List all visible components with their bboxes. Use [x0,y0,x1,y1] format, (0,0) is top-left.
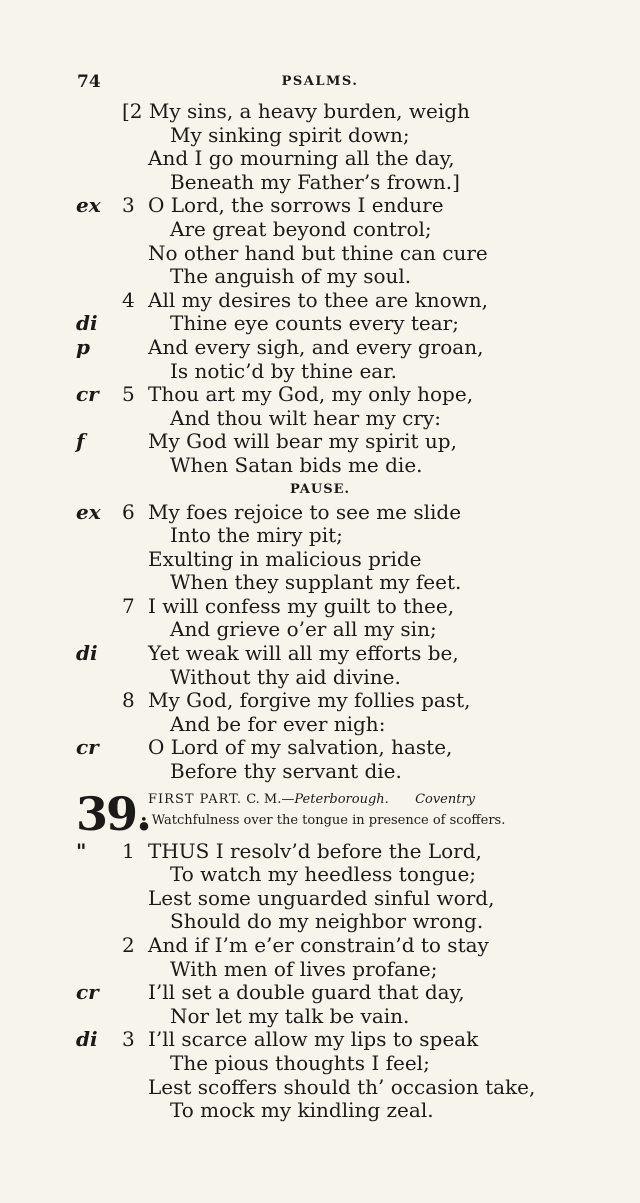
verse-text: O Lord of my salvation, haste, [148,735,453,760]
hymn-tune-2: Coventry [415,791,476,807]
verse-line [0,595,640,619]
verse-line [0,383,640,407]
verse-line [0,524,640,548]
verse-line [0,100,640,124]
verse-line [0,242,640,266]
verse-text: I will confess my guilt to thee, [148,593,455,618]
verse-line [0,454,640,478]
verse-line [0,430,640,454]
page-number: 74 [77,72,101,92]
verse-text: When they supplant my feet. [170,570,462,595]
verse-line [0,1005,640,1029]
dynamic-marking: di [76,641,98,666]
verse-line [0,336,640,360]
verse-text: When Satan bids me die. [170,452,423,477]
verse-text: Beneath my Father’s frown.] [170,169,460,194]
dynamic-marking: cr [76,382,99,407]
verse-number: 4 [122,287,135,312]
verse-text: The pious thoughts I feel; [170,1050,430,1075]
hymn-part: FIRST PART. [148,791,243,807]
verse-text: My sinking spirit down; [170,122,410,147]
verse-line [0,147,640,171]
dynamic-marking: " [76,838,87,863]
verse-text: To mock my kindling zeal. [170,1098,434,1123]
verse-line [0,1099,640,1123]
verse-text: And every sigh, and every groan, [148,334,484,359]
verse-text: Exulting in malicious pride [148,546,422,571]
dynamic-marking: di [76,1027,98,1052]
verse-line [0,689,640,713]
pause-label: PAUSE. [289,481,351,497]
verse-number: 6 [122,499,135,524]
psalm-section-3 [0,840,640,1123]
verse-number: 7 [122,593,135,618]
verse-line [0,289,640,313]
hymn-meta [148,792,475,807]
verse-text: Lest scoffers should th’ occasion take, [148,1074,536,1099]
verse-text: I’ll scarce allow my lips to speak [148,1027,479,1052]
verse-line [0,934,640,958]
verse-number: 5 [122,382,135,407]
psalm-section-1 [0,100,640,478]
verse-text: Without thy aid divine. [170,664,401,689]
dynamic-marking: cr [76,735,99,760]
verse-text: O Lord, the sorrows I endure [148,193,444,218]
dynamic-marking: ex [76,499,101,524]
verse-line [0,887,640,911]
verse-text: My God, forgive my follies past, [148,688,471,713]
dynamic-marking: p [76,334,90,359]
verse-text: Thou art my God, my only hope, [148,382,474,407]
verse-line [0,548,640,572]
verse-line [0,1052,640,1076]
verse-line [0,407,640,431]
hymn-number: 39. [76,786,151,841]
verse-text: Are great beyond control; [170,216,432,241]
verse-number: 2 [122,933,135,957]
verse-line [0,171,640,195]
verse-text: And I go mourning all the day, [148,146,455,171]
verse-text: Lest some unguarded sinful word, [148,885,495,910]
running-title: PSALMS. [281,74,359,89]
verse-line [0,571,640,595]
verse-text: With men of lives profane; [170,956,438,981]
verse-text: Thine eye counts every tear; [170,311,459,336]
dynamic-marking: ex [76,193,101,218]
page-body [0,100,640,1123]
verse-line [0,312,640,336]
verse-line [0,863,640,887]
verse-line [0,360,640,384]
verse-text: And if I’m e’er constrain’d to stay [148,933,489,957]
verse-line [0,501,640,525]
verse-text: My foes rejoice to see me slide [148,499,462,524]
verse-text: To watch my heedless tongue; [170,862,477,887]
verse-line [0,642,640,666]
verse-text: Into the miry pit; [170,523,343,548]
hymn-tune-1: Peterborough. [294,791,389,807]
verse-line [0,1076,640,1100]
verse-line [0,760,640,784]
hymn-heading [0,788,640,840]
verse-text: And grieve o’er all my sin; [170,617,437,642]
verse-line [0,666,640,690]
psalm-section-2 [0,501,640,784]
verse-text: No other hand but thine can cure [148,240,488,265]
hymn-subject: • Watchfulness over the tongue in presence of scoffers. [140,812,506,828]
verse-line [0,265,640,289]
page-header [0,72,640,102]
verse-text: Should do my neighbor wrong. [170,909,484,934]
verse-line [0,981,640,1005]
verse-number: 3 [122,193,135,218]
verse-text: THUS I resolv’d before the Lord, [148,838,482,863]
verse-text: Yet weak will all my efforts be, [148,641,459,666]
verse-line [0,713,640,737]
hymn-meter: C. M.— [246,791,295,807]
verse-line [0,910,640,934]
verse-line [0,124,640,148]
verse-line [0,618,640,642]
verse-line [0,958,640,982]
verse-number: 3 [122,1027,135,1052]
verse-line [0,194,640,218]
verse-text: [2 My sins, a heavy burden, weigh [122,99,470,123]
dynamic-marking: cr [76,980,99,1005]
verse-number: 8 [122,688,135,713]
verse-text: Nor let my talk be vain. [170,1003,410,1028]
verse-line [0,736,640,760]
verse-text: My God will bear my spirit up, [148,429,457,454]
dynamic-marking: di [76,311,98,336]
verse-text: The anguish of my soul. [170,264,412,289]
verse-text: And be for ever nigh: [170,711,386,736]
verse-line [0,218,640,242]
verse-line [0,1028,640,1052]
verse-number: 1 [122,838,135,863]
verse-text: And thou wilt hear my cry: [170,405,441,430]
verse-text: All my desires to thee are known, [148,287,488,312]
verse-text: Before thy servant die. [170,759,402,784]
dynamic-marking: f [76,429,85,454]
verse-text: Is notic’d by thine ear. [170,358,397,383]
verse-line [0,840,640,864]
verse-text: I’ll set a double guard that day, [148,980,465,1005]
